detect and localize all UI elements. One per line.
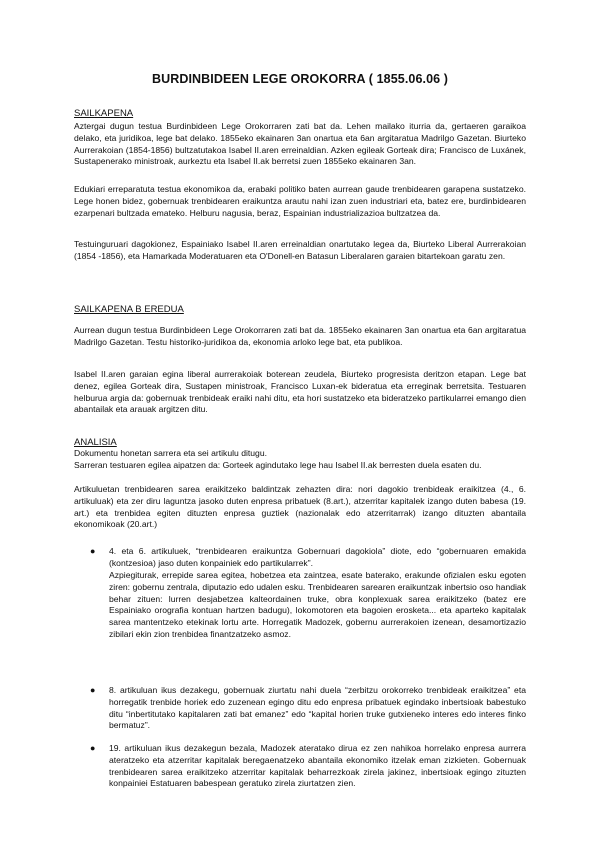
paragraph: Aurrean dugun testua Burdinbideen Lege Orokorraren zati bat da. 1855eko ekainaren 3an onartua eta 6an argitaratua Madrilgo Gazetan. Testu historiko-juridikoa da, ekonomia arloko lege bat, eta publikoa.	[74, 325, 526, 347]
section-heading-sailkapena-b-eredua: SAILKAPENA B EREDUA	[74, 304, 184, 315]
paragraph: Isabel II.aren garaian egina liberal aurrerakoiak boterean zeudela, Biurteko progresista deritzon etapan. Lege bat denez, egilea Gorteak dira, Sustapen ministroak, Francisco Luxan-ek bideratua eta erreginak berretsita. Testuaren helburua argia da: gobernuak trenbideak eraiki nahi ditu, eta hori sustatzeko eta bideratzeko partikularrei emango dien abantailak eta arauak argitzen ditu.	[74, 369, 526, 415]
list-item-body: Azpiegiturak, errepide sarea egitea, hobetzea eta zaintzea, esate baterako, erakunde ofizialen esku egoten ziren: gobernu zentrala, diputazio edo udalen esku. Trenbidearen sarearen eraikuntzak inbertsio oso handiak behar zituen: lurren desjabetzea kalteordainen truke, obra konplexuak sarea eraikitzeko (batez ere Espainiako orografia kontuan hartzen badugu), lokomotoren eta bagoien erosketa... eta aparteko kapitalak sarea mantentzeko etekinak lortu arte. Horregatik Madozek, gobernu aurrerakoien izenean, desamortizazio zibilari ekin zion trenbidea finantzatzeko asmoz.	[109, 570, 526, 639]
paragraph: Testuinguruari dagokionez, Espainiako Isabel II.aren erreinaldian onartutako legea da, Biurteko Liberal Aurrerakoian (1854 -1856), eta Hamarkada Moderatuaren eta O'Donell-en Batasun Liberalaren garaien bitartekoan garatu zen.	[74, 239, 526, 261]
section-heading-sailkapena: SAILKAPENA	[74, 108, 134, 119]
document-title: BURDINBIDEEN LEGE OROKORRA ( 1855.06.06 )	[151, 72, 449, 86]
paragraph: Artikuluetan trenbidearen sarea eraikitzeko baldintzak zehazten dira: nori dagokio trenbideak eraikitzea (4., 6. artikuluak) eta zer diru laguntza jasoko duten enpresa pribatuek (8.art.), atzerritar kapitalek izango duten babesa (19. art.) eta trenbidea egiten dituzten enpresa guztiek (nazionalak edo atzerritarrak) izango dituzten abantaila ekonomikoak (20.art.)	[74, 484, 526, 530]
paragraph: Edukiari erreparatuta testua ekonomikoa da, erabaki politiko baten aurrean gaude trenbidearen garapena sustatzeko. Lege honen bidez, gobernuak trenbidearen eraikuntza arautu nahi izan zuen industriari eta, batez ere, burdinbidearen ezarpenari bultzada emateko. Helburu nagusia, beraz, Espainian industrializazioa bultzatzea da.	[74, 184, 526, 218]
list-item: 8. artikuluan ikus dezakegu, gobernuak ziurtatu nahi duela “zerbitzu orokorreko trenbideak eraikitzea” eta horregatik trenbide horiek edo zuzenean egingo ditu edo enpresa pribatuek egindako inbertsioak babestuko ditu “inbertitutako kapitalaren zati bat emanez” edo “kapital horien truke gutxieneko interes edo interes finko bermatuz”.	[109, 685, 526, 731]
list-item: 4. eta 6. artikuluek, “trenbidearen eraikuntza Gobernuari dagokiola” diote, edo “gobernuaren emakida (kontzesioa) jaso duten konpainiek edo partikularrek”.	[109, 546, 526, 568]
bullet-icon: ●	[90, 546, 96, 556]
bullet-icon: ●	[90, 685, 96, 695]
paragraph: Sarreran testuaren egilea aipatzen da: Gorteek agindutako lege hau Isabel II.ak berresten duela esaten du.	[74, 460, 482, 470]
paragraph: Dokumentu honetan sarrera eta sei artikulu ditugu.	[74, 448, 267, 458]
paragraph: Aztergai dugun testua Burdinbideen Lege Orokorraren zati bat da. Lehen mailako iturria da, gertaeren garaikoa delako, eta juridikoa, lege bat delako. 1855eko ekainaren 3an onartua eta 6an argitaratua Madrilgo Gazetan. Biurteko Aurrerakoian (1854-1856) bultzatutakoa Isabel II.aren erreinaldian. Azken egileak Gorteak dira; Francisco de Luxánek, Sustapenerako ministroak, aurkeztu eta Isabel II.ak berretsi zuen 1855eko ekainaren 3an.	[74, 121, 526, 167]
list-item: 19. artikuluan ikus dezakegun bezala, Madozek ateratako dirua ez zen nahikoa horrelako enpresa aurrera ateratzeko eta atzerritar kapitalak beregaenatzeko abantaila ekonomiko itzelak eman zizkieten. Gobernuak trenbidearen sarea eraikitzeko atzerritar kapitalak beharrezkoak zirela jakinez, inbertsioak egingo zituzten konpainiei Estatuaren babespean geratuko zirela ziurtatzen zien.	[109, 743, 526, 789]
bullet-icon: ●	[90, 743, 96, 753]
section-heading-analisia: ANALISIA	[74, 437, 117, 448]
